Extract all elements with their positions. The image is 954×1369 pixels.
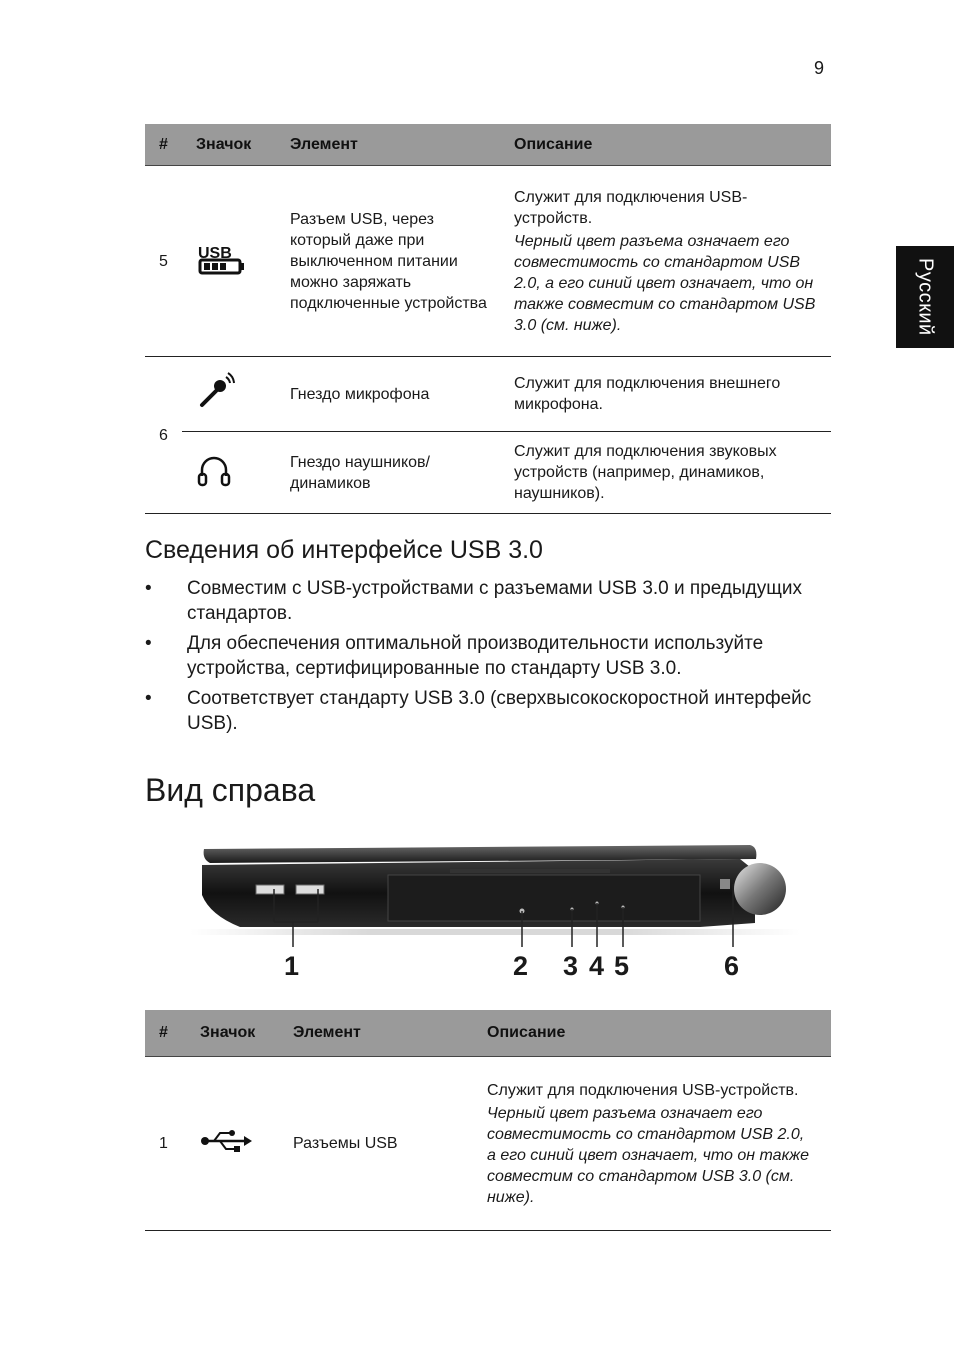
row-number: 1 (145, 1057, 186, 1231)
language-tab (896, 246, 954, 348)
vent-slots (450, 869, 610, 873)
list-item: • Соответствует стандарту USB 3.0 (сверхвысокоскоростной интерфейс USB). (145, 686, 835, 736)
optical-drive-tray (388, 875, 700, 921)
row-description: Служит для подключения внешнего микрофона. (500, 357, 831, 432)
usb-charge-icon (196, 241, 250, 275)
usb-port-2 (296, 885, 324, 894)
table-row (145, 432, 831, 514)
usb-section-title: Сведения об интерфейсе USB 3.0 (145, 536, 543, 564)
table-row (145, 357, 831, 432)
list-item: • Совместим с USB-устройствами с разъемами USB 3.0 и предыдущих стандартов. (145, 576, 835, 626)
header-element: Элемент (276, 124, 500, 166)
headphones-icon (196, 452, 232, 488)
callout-number: 4 (589, 951, 605, 981)
usb-port-1 (256, 885, 284, 894)
header-num: # (145, 124, 182, 166)
callout-number: 6 (724, 951, 740, 981)
ports-table-right (145, 1010, 831, 1231)
row-number: 5 (145, 166, 182, 357)
header-description: Описание (473, 1010, 831, 1057)
header-description: Описание (500, 124, 831, 166)
callout-number: 5 (614, 951, 630, 981)
callout-number: 2 (513, 951, 529, 981)
hinge-cylinder (734, 863, 786, 915)
ports-table-left (145, 124, 831, 514)
table-row (145, 166, 831, 357)
header-icon: Значок (186, 1010, 279, 1057)
row-description-note: Черный цвет разъема означает его совместимость со стандартом USB 2.0, а его синий цвет означает, что он также совместим со стандартом USB 3.0 (см. ниже). (514, 232, 816, 334)
row-element: Гнездо наушников/ динамиков (276, 432, 500, 514)
kensington-lock-slot (720, 879, 730, 889)
row-element: Разъемы USB (279, 1057, 473, 1231)
row-element: Гнездо микрофона (276, 357, 500, 432)
svg-text:USB: USB (198, 245, 232, 262)
table-header-row (145, 124, 831, 166)
right-view-title: Вид справа (145, 772, 316, 808)
header-num: # (145, 1010, 186, 1057)
table-header-row (145, 1010, 831, 1057)
microphone-icon (196, 371, 236, 411)
list-item: • Для обеспечения оптимальной производительности используйте устройства, сертифицированные по стандарту USB 3.0. (145, 631, 835, 681)
header-element: Элемент (279, 1010, 473, 1057)
row-description: Служит для подключения USB-устройств. (514, 188, 748, 227)
usb-bullet-list (145, 576, 835, 741)
callout-number: 1 (284, 951, 300, 981)
row-number: 6 (145, 357, 182, 514)
row-description: Служит для подключения USB-устройств. (487, 1081, 799, 1099)
callout-number: 3 (563, 951, 579, 981)
ground-shadow (190, 929, 800, 935)
usb-trident-icon (200, 1128, 254, 1154)
row-description: Служит для подключения звуковых устройств (например, динамиков, наушников). (500, 432, 831, 514)
table-row (145, 1057, 831, 1231)
language-tab-label: Русский (914, 258, 937, 336)
header-icon: Значок (182, 124, 276, 166)
laptop-right-side-illustration (180, 835, 810, 950)
row-description-note: Черный цвет разъема означает его совместимость со стандартом USB 2.0, а его синий цвет означает, что он также совместим со стандартом USB 3.0 (см. ниже). (487, 1104, 810, 1206)
page-number: 9 (814, 58, 825, 78)
row-element: Разъем USB, через который даже при выключенном питании можно заряжать подключенные устройства (276, 166, 500, 357)
